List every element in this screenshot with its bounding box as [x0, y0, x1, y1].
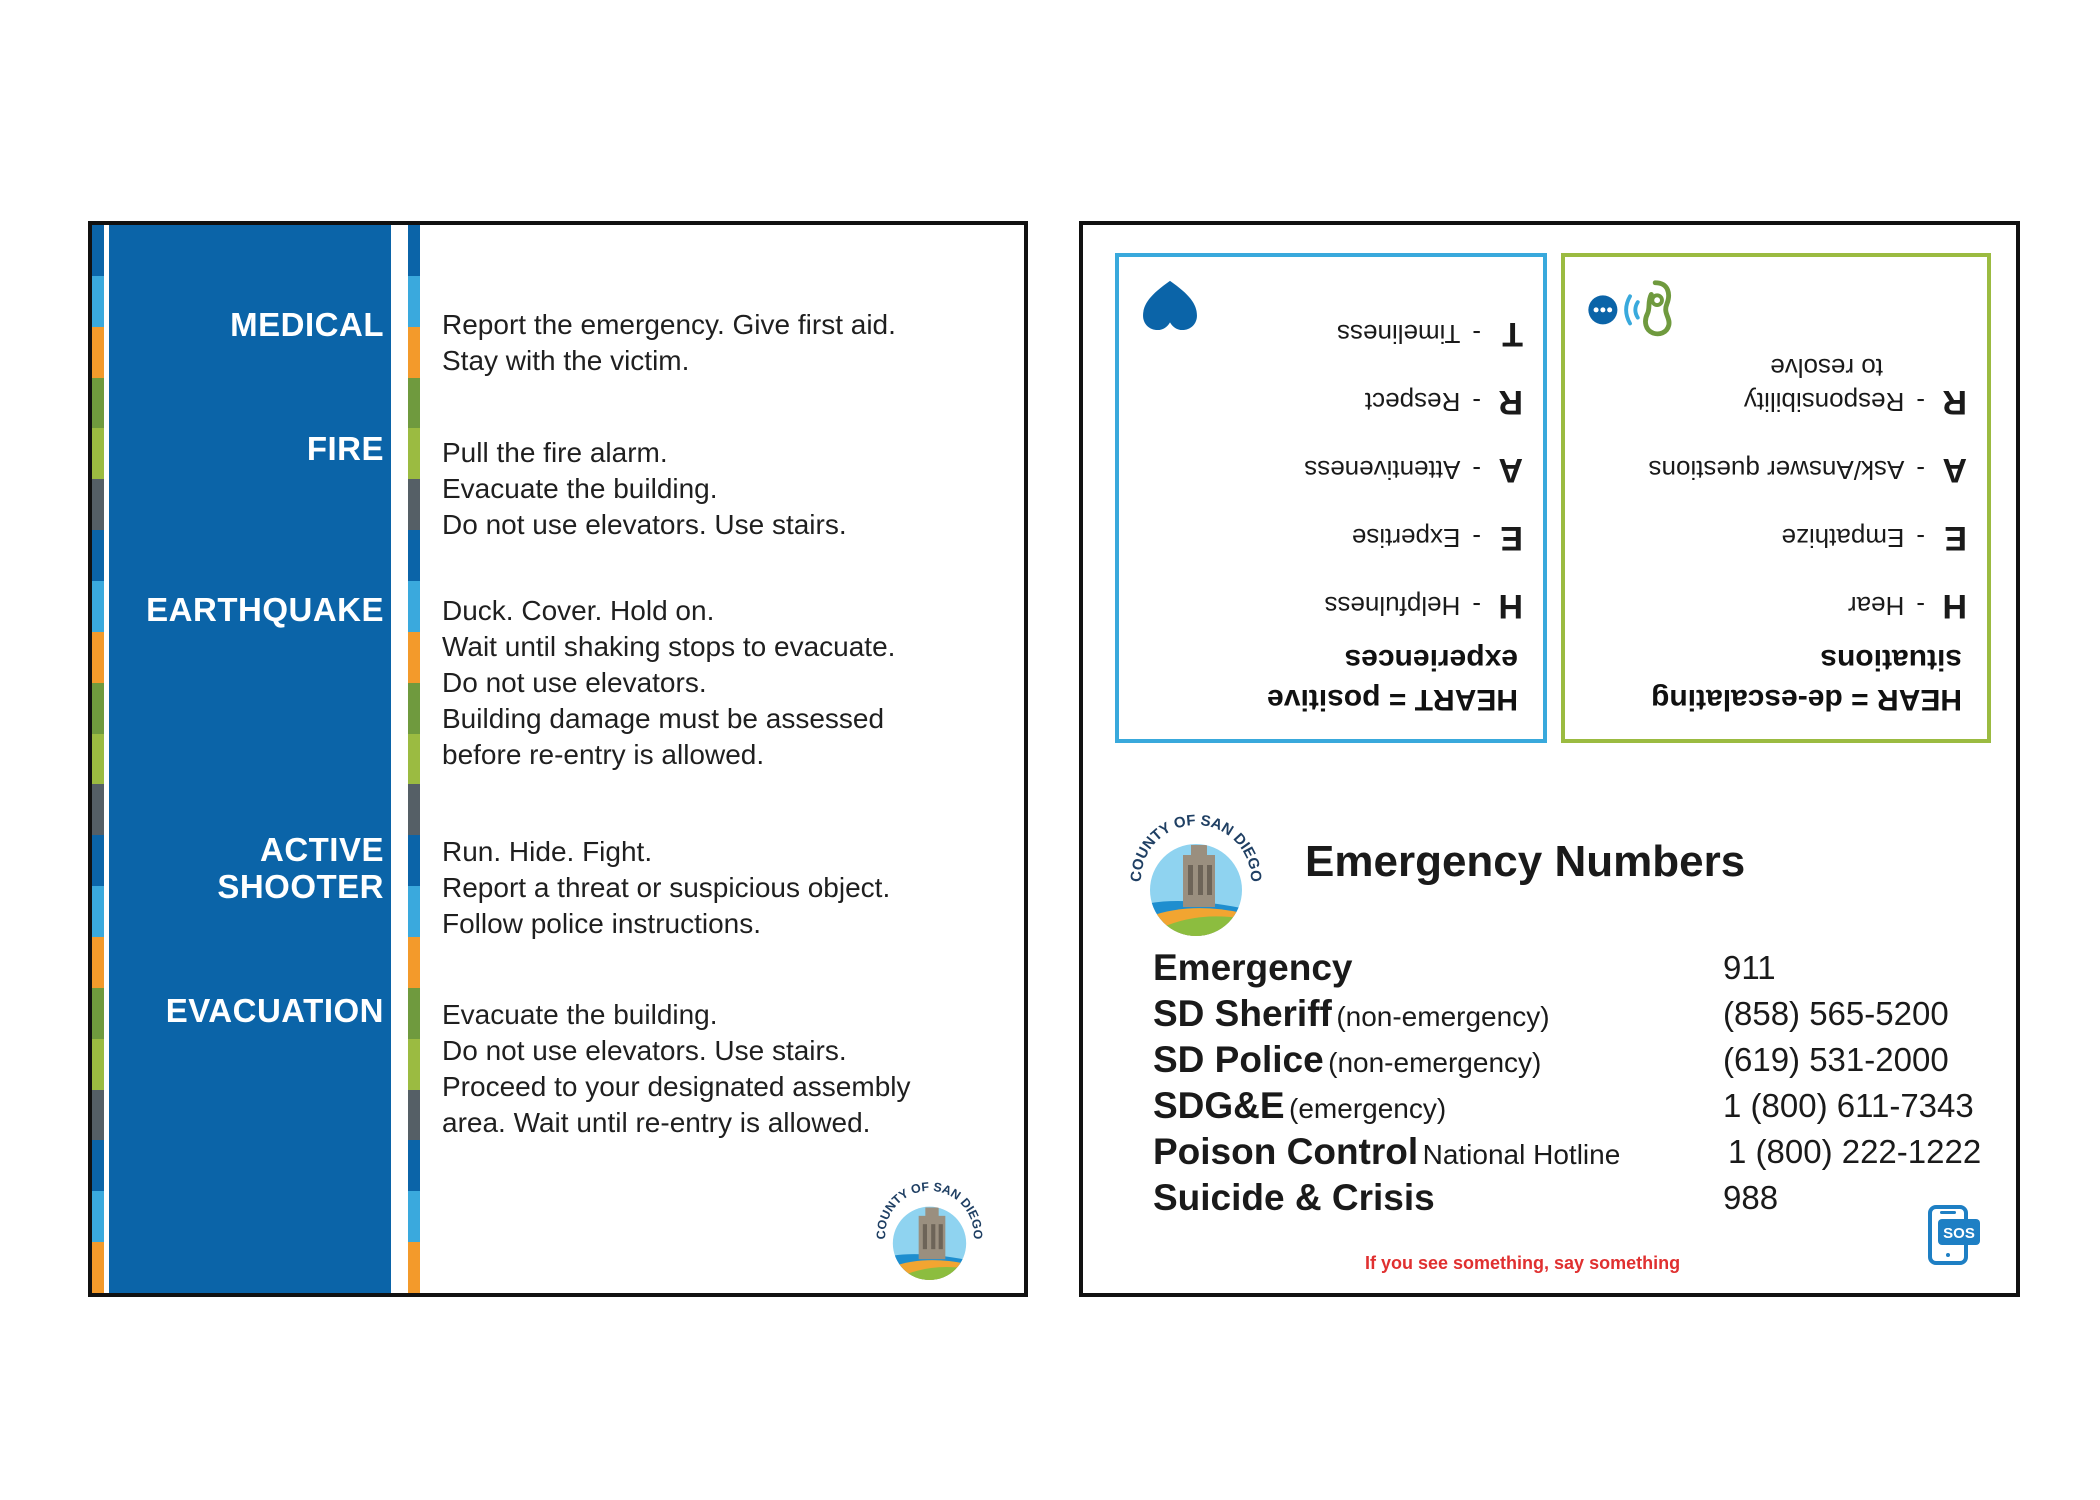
sos-phone-icon — [1926, 1205, 1982, 1265]
heart-item-t: T - Timeliness — [1337, 315, 1523, 353]
see-something-tagline: If you see something, say something — [1365, 1253, 1681, 1273]
hear-item-h: H - Hear — [1847, 587, 1967, 625]
svg-text:SOS: SOS — [1943, 1225, 1975, 1242]
hear-item-e: E - Empathize — [1781, 519, 1967, 557]
number-row-emergency: Emergency 911 — [1153, 947, 1776, 988]
evacuation-instructions: Evacuate the building. Do not use elevators. Use stairs. Proceed to your designated assembly area. Wait until re-entry is allowed. — [442, 999, 911, 1138]
hear-item-r: R - Responsibility to resolve — [1743, 353, 1967, 421]
emergency-numbers-card — [1079, 221, 2020, 1297]
color-stripe-right — [408, 225, 420, 1293]
number-row-sheriff: SD Sheriff (non-emergency) (858) 565-5200 — [1153, 993, 1949, 1034]
emergency-procedures-card — [88, 221, 1028, 1297]
category-panel — [109, 225, 391, 1293]
color-stripe-left — [92, 225, 104, 1293]
number-row-sdge: SDG&E (emergency) 1 (800) 611-7343 — [1153, 1085, 1974, 1126]
category-medical: MEDICAL — [230, 306, 384, 343]
heart-item-e: E - Expertise — [1351, 519, 1523, 557]
heart-item-h: H - Helpfulness — [1324, 587, 1523, 625]
heart-item-a: A - Attentiveness — [1304, 451, 1523, 489]
svg-text:COUNTY OF SAN DIEGO: COUNTY OF SAN DIEGO — [874, 1179, 985, 1240]
emergency-numbers-title: Emergency Numbers — [1305, 837, 1746, 886]
heart-title: HEART = positive experiences — [1267, 643, 1518, 716]
hear-title: HEAR = de-escalating situations — [1651, 643, 1962, 716]
number-row-police: SD Police (non-emergency) (619) 531-2000 — [1153, 1039, 1949, 1080]
hear-acronym-box — [1561, 253, 1991, 743]
earthquake-instructions: Duck. Cover. Hold on. Wait until shaking stops to evacuate. Do not use elevators. Building damage must be assessed before re-entry is allowed. — [442, 595, 896, 770]
hear-item-a: A - Ask/Answer questions — [1648, 451, 1967, 489]
county-logo-small — [867, 1170, 992, 1295]
svg-text:COUNTY OF SAN DIEGO: COUNTY OF SAN DIEGO — [1127, 811, 1265, 883]
heart-item-r: R - Respect — [1364, 383, 1523, 421]
category-earthquake: EARTHQUAKE — [146, 591, 384, 628]
medical-instructions: Report the emergency. Give first aid. Stay with the victim. — [442, 309, 896, 376]
category-active-shooter: ACTIVE SHOOTER — [217, 831, 384, 905]
county-logo — [1121, 800, 1271, 950]
active-shooter-instructions: Run. Hide. Fight. Report a threat or suspicious object. Follow police instructions. — [442, 836, 891, 939]
fire-instructions: Pull the fire alarm. Evacuate the building. Do not use elevators. Use stairs. — [442, 437, 847, 540]
heart-icon — [1141, 279, 1199, 331]
category-evacuation: EVACUATION — [165, 992, 384, 1029]
ear-listening-icon — [1583, 275, 1677, 337]
category-fire: FIRE — [306, 430, 384, 467]
heart-acronym-box — [1115, 253, 1547, 743]
number-row-suicide-crisis: Suicide & Crisis 988 — [1153, 1177, 1779, 1218]
number-row-poison-control: Poison Control National Hotline 1 (800) 222-1222 — [1153, 1131, 1982, 1172]
